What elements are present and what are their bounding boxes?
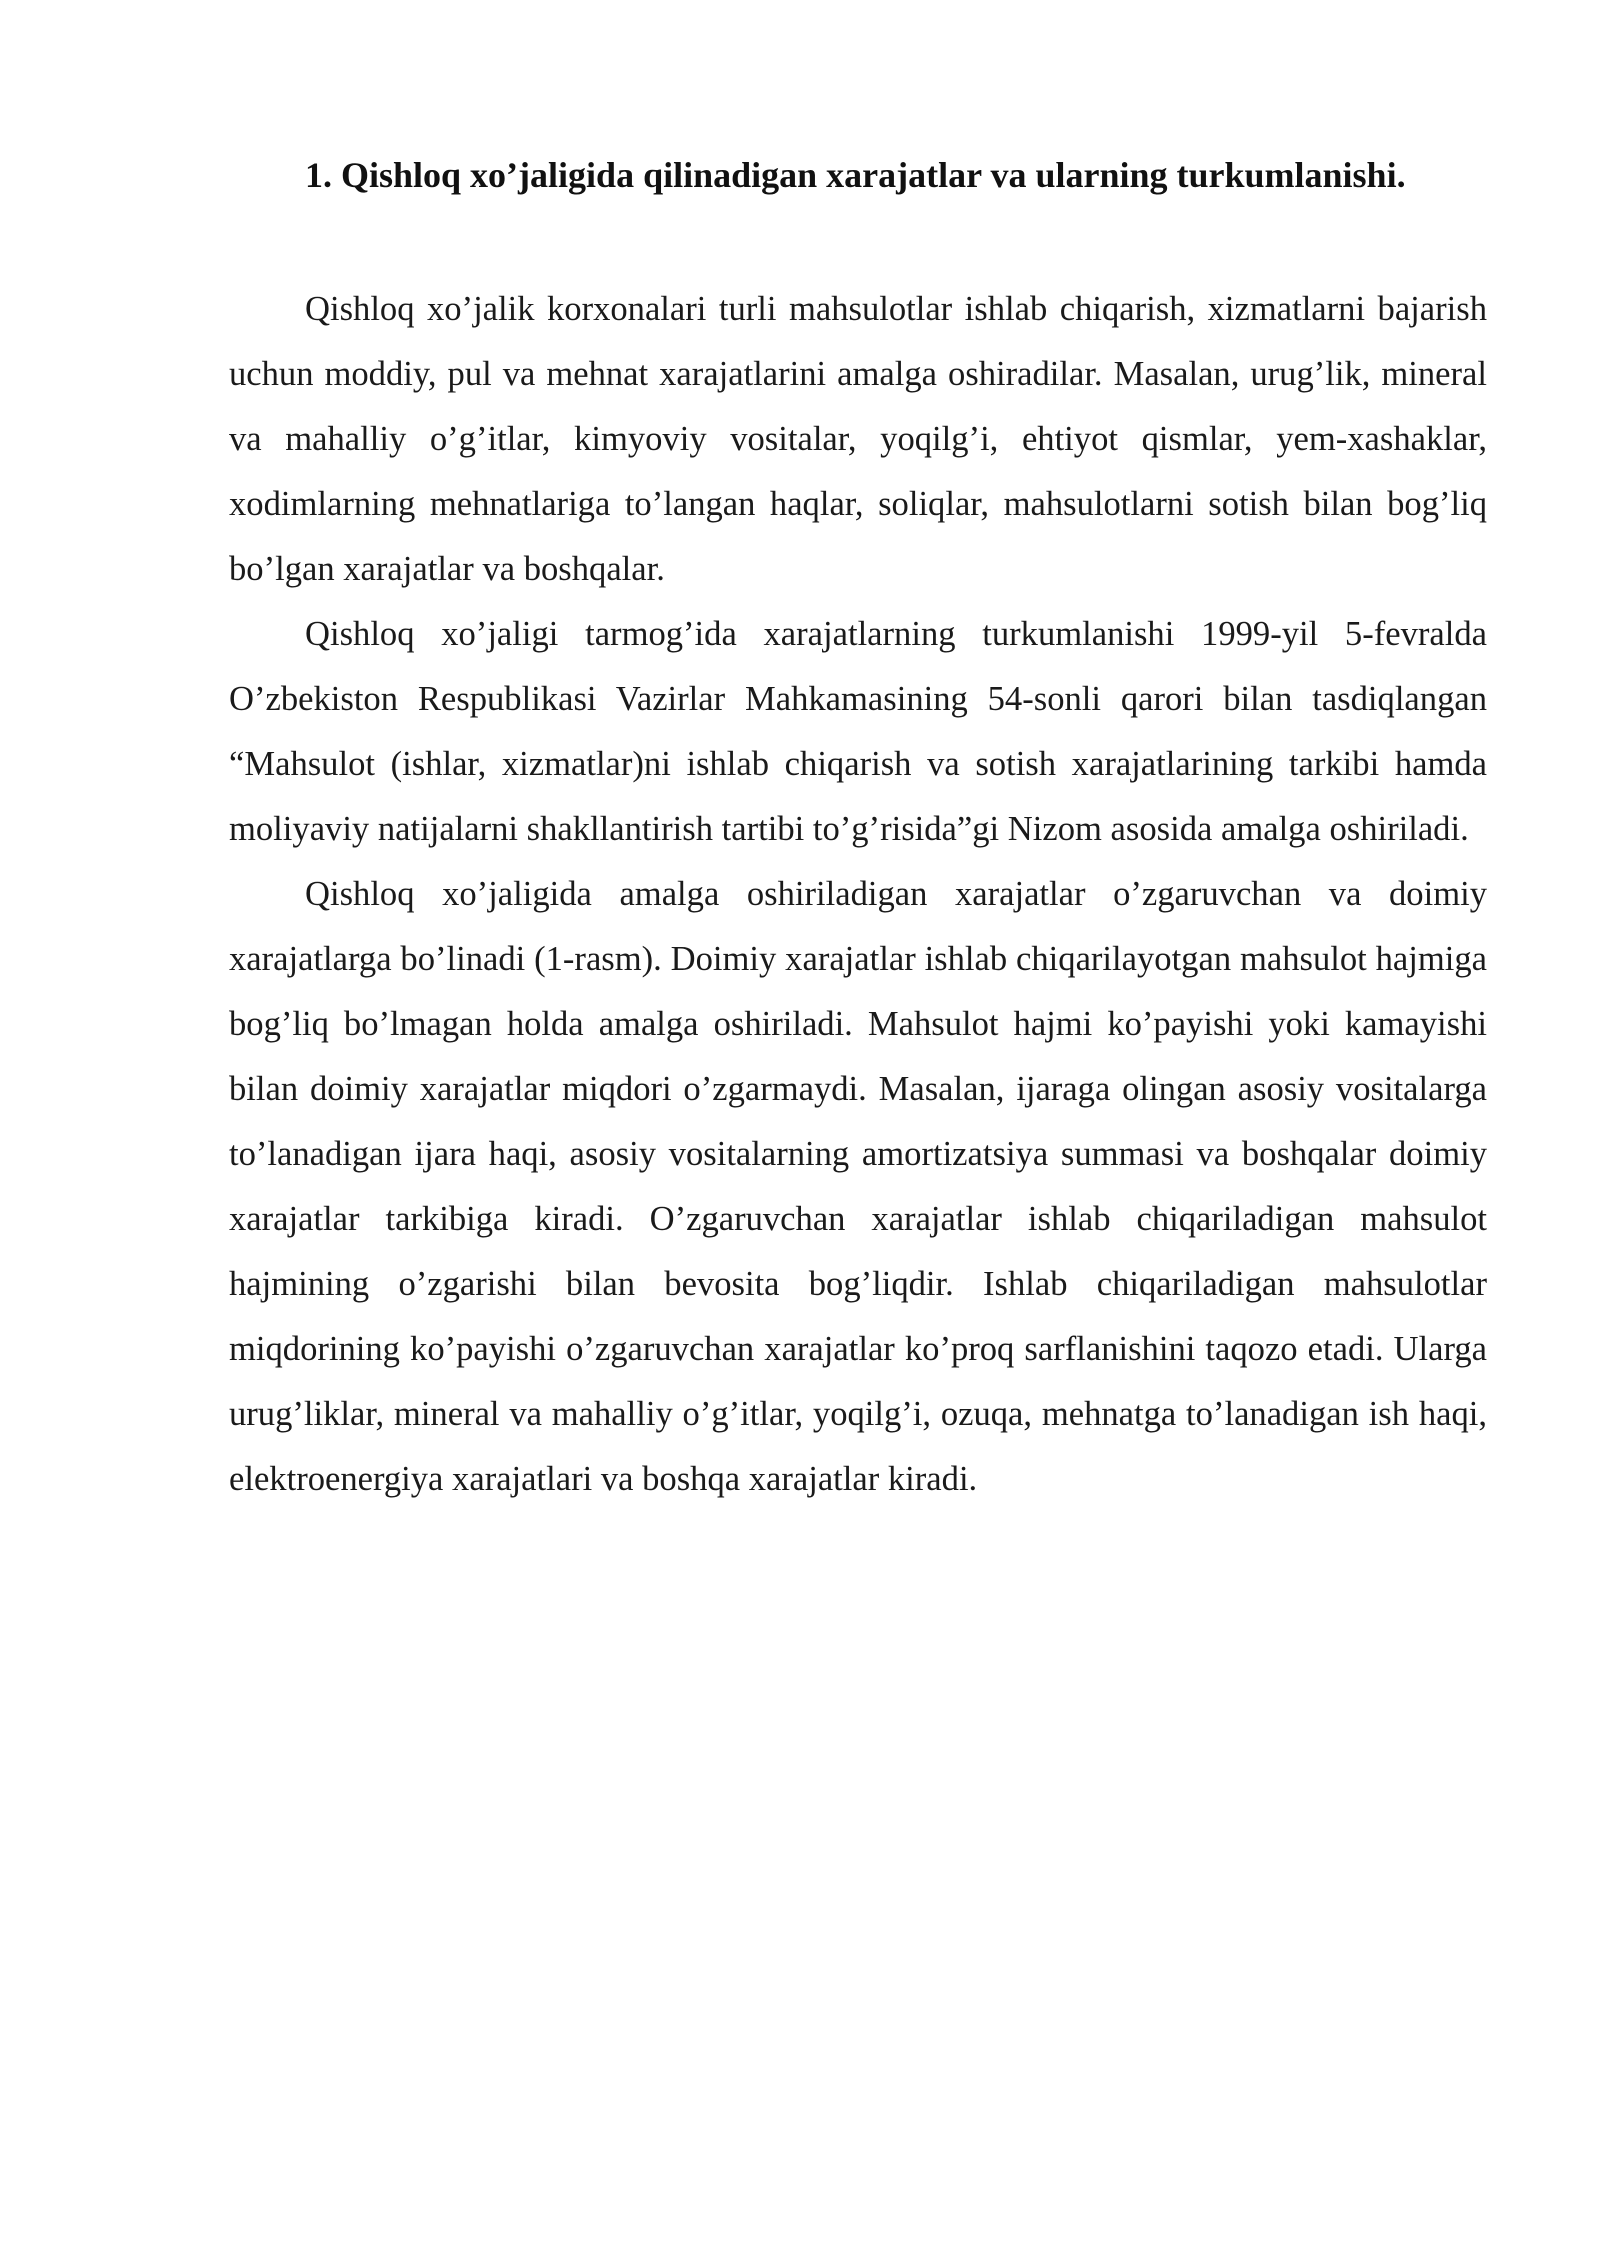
- paragraph-costs-intro: Qishloq xo’jalik korxonalari turli mahsulotlar ishlab chiqarish, xizmatlarni bajarish uchun moddiy, pul va mehnat xarajatlarini amalga oshiradilar. Masalan, urug’lik, mineral va mahalliy o’g’itlar, kimyoviy vositalar, yoqilg’i, ehtiyot qismlar, yem-xashaklar, xodimlarning mehnatlariga to’langan haqlar, soliqlar, mahsulotlarni sotish bilan bog’liq bo’lgan xarajatlar va boshqalar.: [229, 290, 1487, 588]
- section-heading: 1. Qishloq xo’jaligida qilinadigan xarajatlar va ularning turkumlanishi.: [305, 155, 1406, 195]
- document-body: [229, 150, 1487, 1512]
- paragraph-fixed-variable-costs: Qishloq xo’jaligida amalga oshiriladigan xarajatlar o’zgaruvchan va doimiy xarajatlarga bo’linadi (1-rasm). Doimiy xarajatlar ishlab chiqarilayotgan mahsulot hajmiga bog’liq bo’lmagan holda amalga oshiriladi. Mahsulot hajmi ko’payishi yoki kamayishi bilan doimiy xarajatlar miqdori o’zgarmaydi. Masalan, ijaraga olingan asosiy vositalarga to’lanadigan ijara haqi, asosiy vositalarning amortizatsiya summasi va boshqalar doimiy xarajatlar tarkibiga kiradi. O’zgaruvchan xarajatlar ishlab chiqariladigan mahsulot hajmining o’zgarishi bilan bevosita bog’liqdir. Ishlab chiqariladigan mahsulotlar miqdorining ko’payishi o’zgaruvchan xarajatlar ko’proq sarflanishini taqozo etadi. Ularga urug’liklar, mineral va mahalliy o’g’itlar, yoqilg’i, ozuqa, mehnatga to’lanadigan ish haqi, elektroenergiya xarajatlari va boshqa xarajatlar kiradi.: [229, 875, 1487, 1498]
- paragraph-classification-regulation: Qishloq xo’jaligi tarmog’ida xarajatlarning turkumlanishi 1999-yil 5-fevralda O’zbekiston Respublikasi Vazirlar Mahkamasining 54-sonli qarori bilan tasdiqlangan “Mahsulot (ishlar, xizmatlar)ni ishlab chiqarish va sotish xarajatlarining tarkibi hamda moliyaviy natijalarni shakllantirish tartibi to’g’risida”gi Nizom asosida amalga oshiriladi.: [229, 615, 1487, 848]
